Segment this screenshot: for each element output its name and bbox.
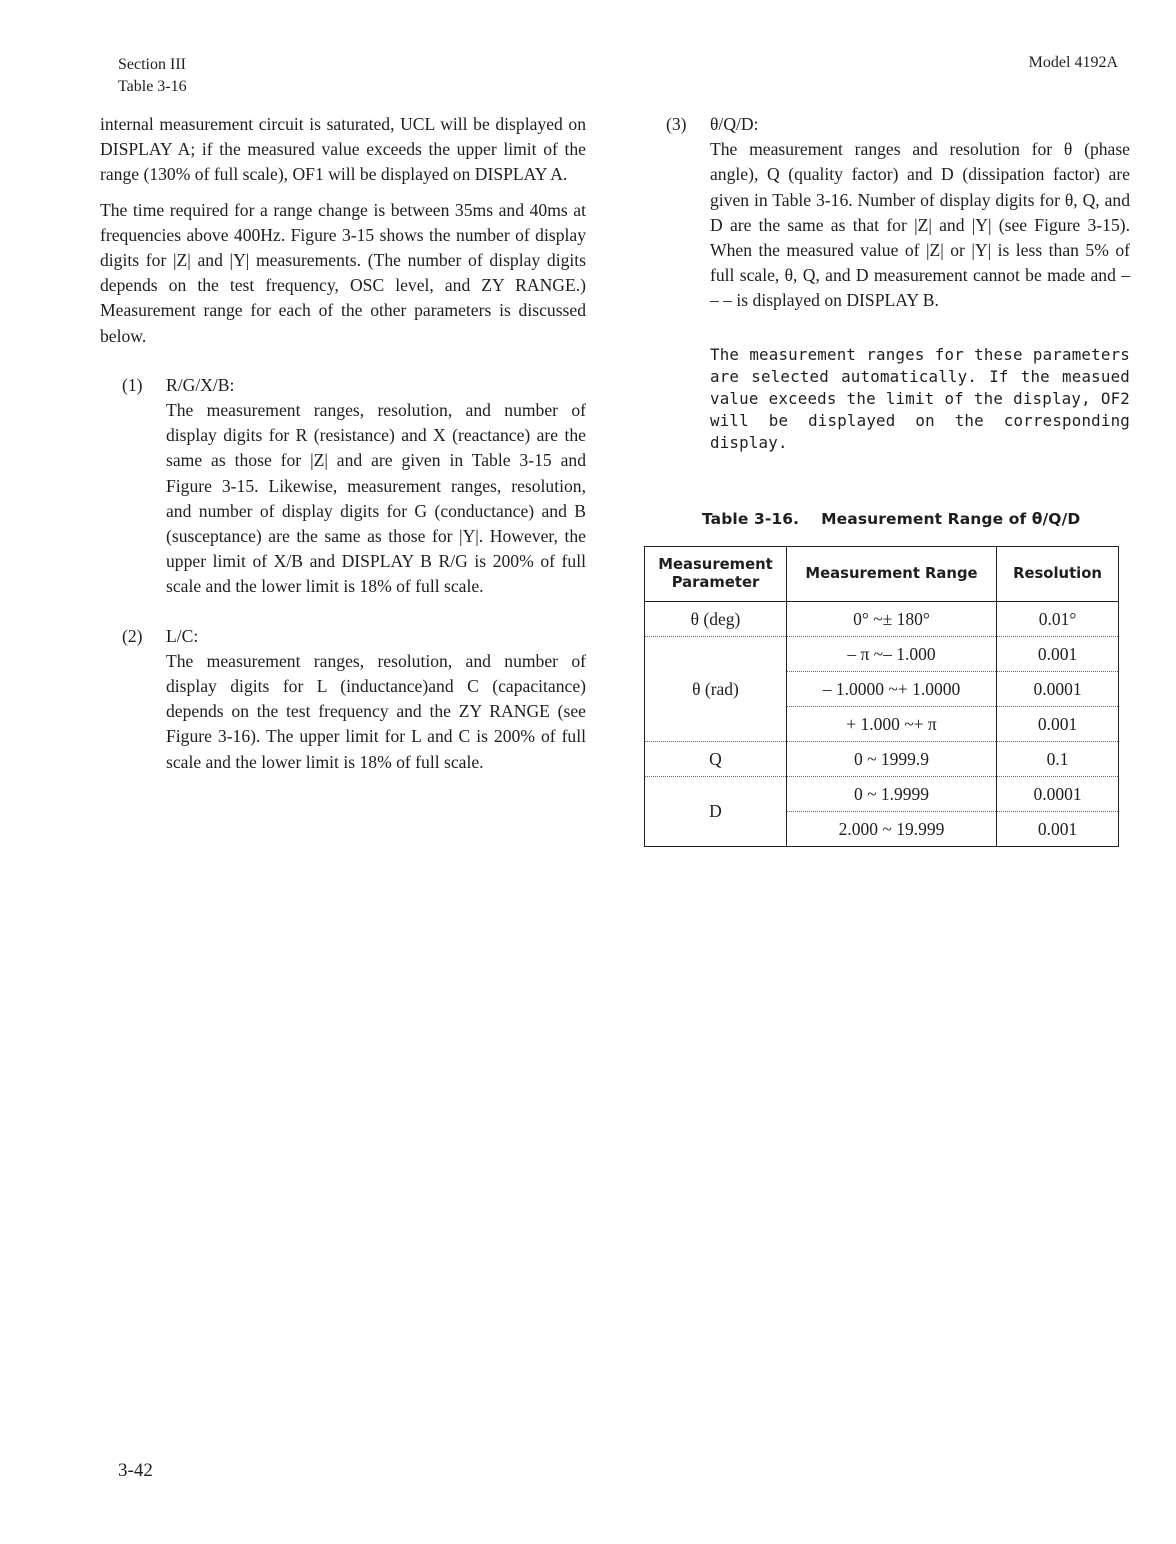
resolution-cell: 0.0001 xyxy=(997,672,1119,707)
table-reference: Table 3-16 xyxy=(118,78,187,95)
range-cell: – 1.0000 ~+ 1.0000 xyxy=(787,672,997,707)
resolution-cell: 0.001 xyxy=(997,812,1119,847)
resolution-cell: 0.0001 xyxy=(997,777,1119,812)
table-caption xyxy=(702,510,1080,528)
header-range: Measurement Range xyxy=(787,547,997,602)
model-label: Model 4192A xyxy=(1028,54,1118,71)
resolution-cell: 0.001 xyxy=(997,637,1119,672)
range-cell: 0 ~ 1.9999 xyxy=(787,777,997,812)
item-tqd xyxy=(662,112,1130,314)
item-rgxb xyxy=(100,373,586,600)
param-d: D xyxy=(645,777,787,847)
item-number: (2) xyxy=(122,625,143,646)
range-cell: 0° ~± 180° xyxy=(787,602,997,637)
range-cell: 2.000 ~ 19.999 xyxy=(787,812,997,847)
paragraph-range-change: The time required for a range change is between 35ms and 40ms at frequencies above 400Hz. Figure 3-15 shows the number of display digits for |Z| and |Y| measurements. (The number of display digits depends on the test frequency, OSC level, and ZY RANGE.) Measurement range for each of the other parameters is discussed below. xyxy=(100,199,586,346)
table-header-row xyxy=(645,547,1119,602)
item-number: (1) xyxy=(122,374,143,395)
table-row xyxy=(645,742,1119,777)
measurement-range-table xyxy=(644,546,1119,847)
item-text: The measurement ranges, resolution, and number of display digits for L (inductance)and C (capacitance) depends on the test frequency and the ZY RANGE (see Figure 3-16). The upper limit for L and C is 200% of full scale and the lower limit is 18% of full scale. xyxy=(166,650,586,772)
table-caption-title: Measurement Range of θ/Q/D xyxy=(821,510,1081,528)
item-title: R/G/X/B: xyxy=(166,374,235,395)
item-number: (3) xyxy=(666,114,687,134)
paragraph-auto-range: The measurement ranges for these parameters are selected automatically. If the measued value exceeds the limit of the display, OF2 will be displayed on the corresponding display. xyxy=(710,344,1130,452)
resolution-cell: 0.001 xyxy=(997,707,1119,742)
table-row xyxy=(645,637,1119,672)
range-cell: + 1.000 ~+ π xyxy=(787,707,997,742)
range-cell: 0 ~ 1999.9 xyxy=(787,742,997,777)
header-parameter: Measurement Parameter xyxy=(645,547,787,602)
left-column xyxy=(100,112,586,775)
table-row xyxy=(645,602,1119,637)
param-theta-deg: θ (deg) xyxy=(645,602,787,637)
item-text: The measurement ranges, resolution, and number of display digits for R (resistance) and X (reactance) are the same as those for |Z| and are given in Table 3-15 and Figure 3-15. Likewise, measurement ranges, resolution, and number of display digits for G (conductance) and B (susceptance) are the same as those for |Y|. However, the upper limit of X/B and DISPLAY B R/G is 200% of full scale and the lower limit is 18% of full scale. xyxy=(166,400,586,597)
table-caption-number: Table 3-16. xyxy=(702,510,800,528)
item-lc xyxy=(100,624,586,775)
table-row xyxy=(645,777,1119,812)
right-column xyxy=(662,112,1130,454)
item-text: The measurement ranges and resolution for θ (phase angle), Q (quality factor) and D (dissipation factor) are given in Table 3-16. Number of display digits for θ, Q, and D are the same as that for |Z| and |Y| (see Figure 3-15). When the measured value of |Z| or |Y| is less than 5% of full scale, θ, Q, and D measurement cannot be made and – – – is displayed on DISPLAY B. xyxy=(710,139,1130,311)
resolution-cell: 0.1 xyxy=(997,742,1119,777)
resolution-cell: 0.01° xyxy=(997,602,1119,637)
section-label: Section III xyxy=(118,56,186,73)
item-title: L/C: xyxy=(166,625,199,646)
page-header-left xyxy=(118,54,187,98)
paragraph-saturation: internal measurement circuit is saturated, UCL will be displayed on DISPLAY A; if the measured value exceeds the upper limit of the range (130% of full scale), OF1 will be displayed on DISPLAY A. xyxy=(100,114,586,185)
item-title: θ/Q/D: xyxy=(710,114,759,134)
header-resolution: Resolution xyxy=(997,547,1119,602)
param-theta-rad: θ (rad) xyxy=(645,637,787,742)
page-number: 3-42 xyxy=(118,1460,153,1481)
range-cell: – π ~– 1.000 xyxy=(787,637,997,672)
param-q: Q xyxy=(645,742,787,777)
